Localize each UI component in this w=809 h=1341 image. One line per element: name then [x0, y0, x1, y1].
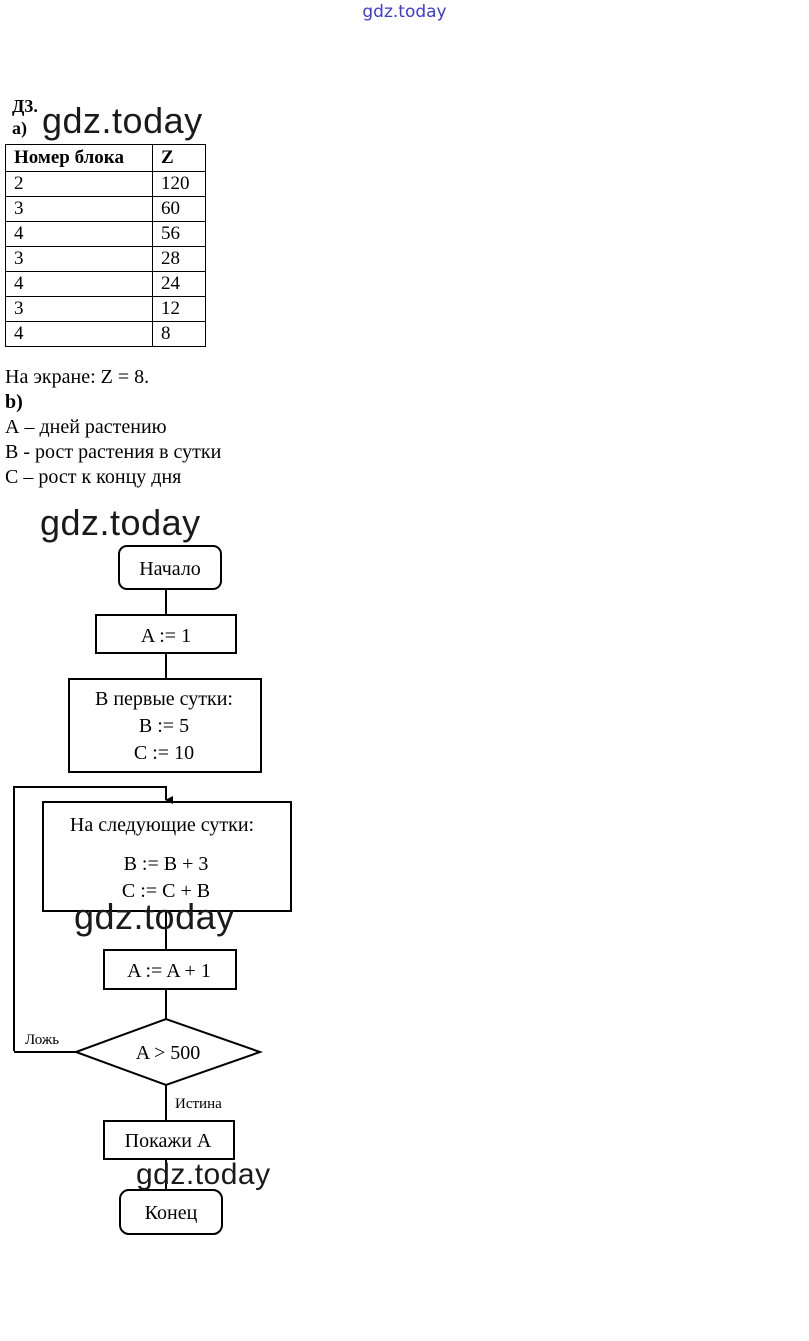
init-a-label: A := 1	[140, 625, 192, 647]
first-day-b: B := 5	[138, 715, 190, 737]
first-day-c: C := 10	[133, 742, 195, 764]
start-label: Начало	[139, 558, 201, 580]
table-cell: 120	[153, 172, 206, 197]
next-day-b: B := B + 3	[123, 853, 209, 875]
column-header-z: Z	[153, 145, 206, 172]
site-header: gdz.today	[362, 2, 447, 22]
false-label: Ложь	[25, 1032, 60, 1048]
table-cell: 60	[153, 197, 206, 222]
table-cell: 4	[6, 322, 153, 347]
watermark-text: gdz.today	[42, 100, 203, 141]
table-cell: 28	[153, 247, 206, 272]
first-day-title: В первые сутки:	[94, 688, 234, 710]
table-cell: 3	[6, 247, 153, 272]
true-label: Истина	[175, 1096, 222, 1112]
output-label: Покажи А	[124, 1130, 212, 1152]
next-day-c: C := C + B	[121, 880, 211, 902]
definition-b: В - рост растения в сутки	[5, 441, 222, 463]
table-cell: 56	[153, 222, 206, 247]
column-header-block: Номер блока	[6, 145, 153, 172]
watermark-text: gdz.today	[40, 502, 201, 543]
table-cell: 4	[6, 222, 153, 247]
part-b-label: b)	[5, 391, 23, 413]
table-cell: 4	[6, 272, 153, 297]
watermark-text: gdz.today	[136, 1158, 271, 1191]
part-a-label: а)	[12, 118, 27, 138]
table-cell: 2	[6, 172, 153, 197]
table-cell: 24	[153, 272, 206, 297]
condition-label: A > 500	[135, 1042, 201, 1064]
watermark-text: gdz.today	[74, 896, 235, 937]
end-label: Конец	[144, 1202, 198, 1224]
screen-result: На экране: Z = 8.	[5, 366, 150, 388]
table-cell: 8	[153, 322, 206, 347]
increment-label: A := A + 1	[127, 960, 211, 982]
next-day-title: На следующие сутки:	[69, 814, 255, 836]
table-cell: 3	[6, 297, 153, 322]
table-cell: 12	[153, 297, 206, 322]
definition-a: А – дней растению	[5, 416, 167, 438]
table-cell: 3	[6, 197, 153, 222]
definition-c: С – рост к концу дня	[5, 466, 182, 488]
task-label: Д3.	[12, 96, 38, 116]
